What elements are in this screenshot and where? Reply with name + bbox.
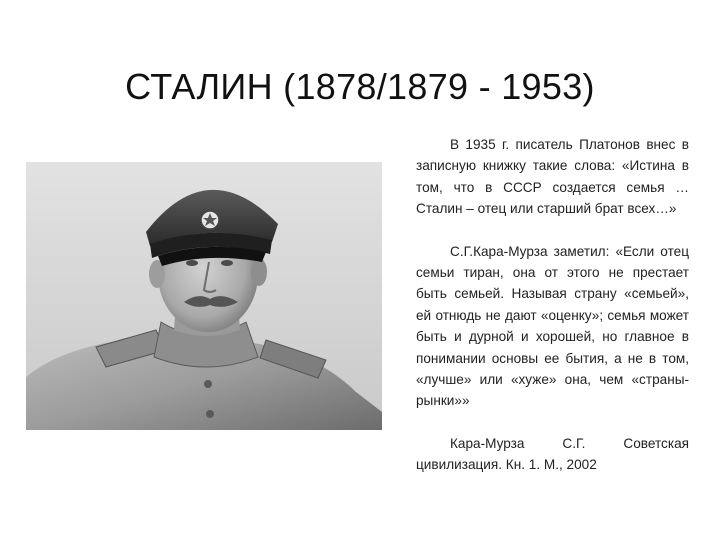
kara-murza-quote-paragraph: С.Г.Кара-Мурза заметил: «Если отец семьи тиран, она от этого не престает быть семьей. Называя страну «семьей», ей отнюдь не дают «оценку»; семья может быть и дурной и хорошей, но главное в понимании основы ее бытия, а не в том, «лучше» или «хуже» она, чем «страны-рынки»» [416, 243, 689, 409]
slide-title: СТАЛИН (1878/1879 - 1953) [125, 66, 595, 108]
citation-paragraph: Кара-Мурза С.Г. Советская цивилизация. Кн. 1. М., 2002 [416, 435, 689, 473]
quote-column [416, 134, 689, 476]
portrait-photo [26, 162, 382, 430]
platonov-quote-paragraph: В 1935 г. писатель Платонов внес в записную книжку такие слова: «Истина в том, что в СССР создается семья … Сталин – отец или старший брат всех…» [416, 137, 689, 217]
